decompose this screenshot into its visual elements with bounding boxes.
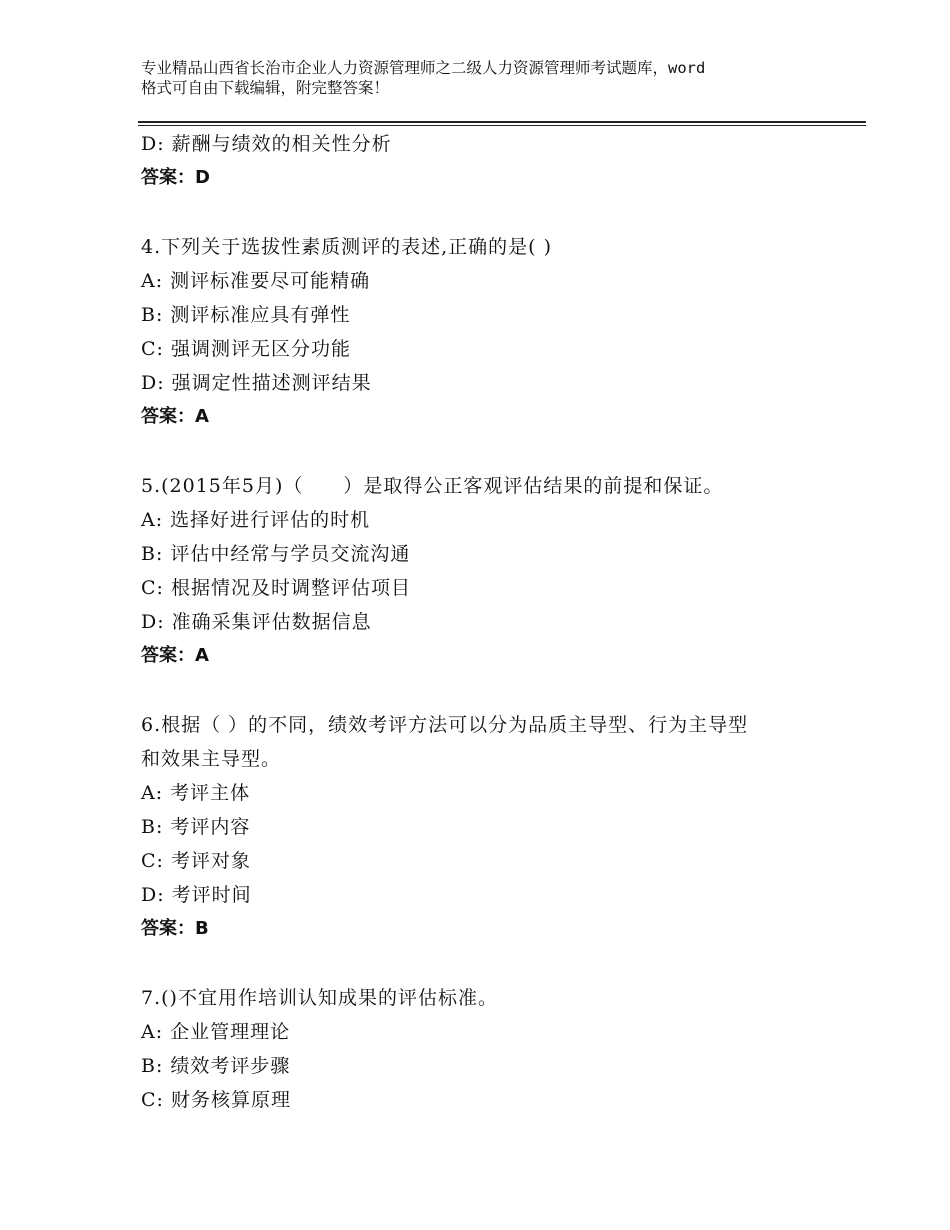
q6-option-b: B: 考评内容 (141, 816, 251, 838)
header-divider-thick (138, 121, 866, 123)
q5-option-c: C: 根据情况及时调整评估项目 (141, 577, 411, 599)
q6-answer: 答案：B (141, 918, 209, 939)
q6-option-d: D: 考评时间 (141, 884, 252, 906)
question-3 (141, 127, 841, 195)
question-6 (141, 708, 841, 946)
q6-stem-line-2: 和效果主导型。 (141, 748, 282, 770)
q7-option-b: B: 绩效考评步骤 (141, 1055, 291, 1077)
q6-option-c: C: 考评对象 (141, 850, 251, 872)
q4-option-a: A: 测评标准要尽可能精确 (141, 270, 371, 292)
q5-answer: 答案：A (141, 645, 209, 666)
q5-option-a: A: 选择好进行评估的时机 (141, 509, 371, 531)
q7-stem: 7.()不宜用作培训认知成果的评估标准。 (141, 987, 498, 1009)
q5-option-d: D: 准确采集评估数据信息 (141, 611, 372, 633)
q3-option-d: D: 薪酬与绩效的相关性分析 (141, 133, 392, 155)
q6-stem-line-1: 6.根据（ ）的不同，绩效考评方法可以分为品质主导型、行为主导型 (141, 714, 749, 736)
q4-option-b: B: 测评标准应具有弹性 (141, 304, 351, 326)
q3-answer: 答案：D (141, 167, 210, 188)
q4-option-d: D: 强调定性描述测评结果 (141, 372, 372, 394)
q4-option-c: C: 强调测评无区分功能 (141, 338, 351, 360)
question-5 (141, 469, 841, 673)
question-4 (141, 230, 841, 434)
question-7 (141, 981, 841, 1117)
q6-option-a: A: 考评主体 (141, 782, 251, 804)
header-divider-thin (138, 125, 866, 126)
question-list (141, 127, 841, 1117)
header-line-1: 专业精品山西省长治市企业人力资源管理师之二级人力资源管理师考试题库，word (141, 59, 706, 77)
q7-option-c: C: 财务核算原理 (141, 1089, 291, 1111)
q4-stem: 4.下列关于选拔性素质测评的表述,正确的是( ) (141, 236, 553, 258)
q5-stem: 5.(2015年5月)（ ）是取得公正客观评估结果的前提和保证。 (141, 475, 724, 497)
document-header (141, 58, 841, 98)
q7-option-a: A: 企业管理理论 (141, 1021, 291, 1043)
q4-answer: 答案：A (141, 406, 209, 427)
header-line-2: 格式可自由下载编辑，附完整答案！ (141, 79, 390, 97)
q5-option-b: B: 评估中经常与学员交流沟通 (141, 543, 411, 565)
